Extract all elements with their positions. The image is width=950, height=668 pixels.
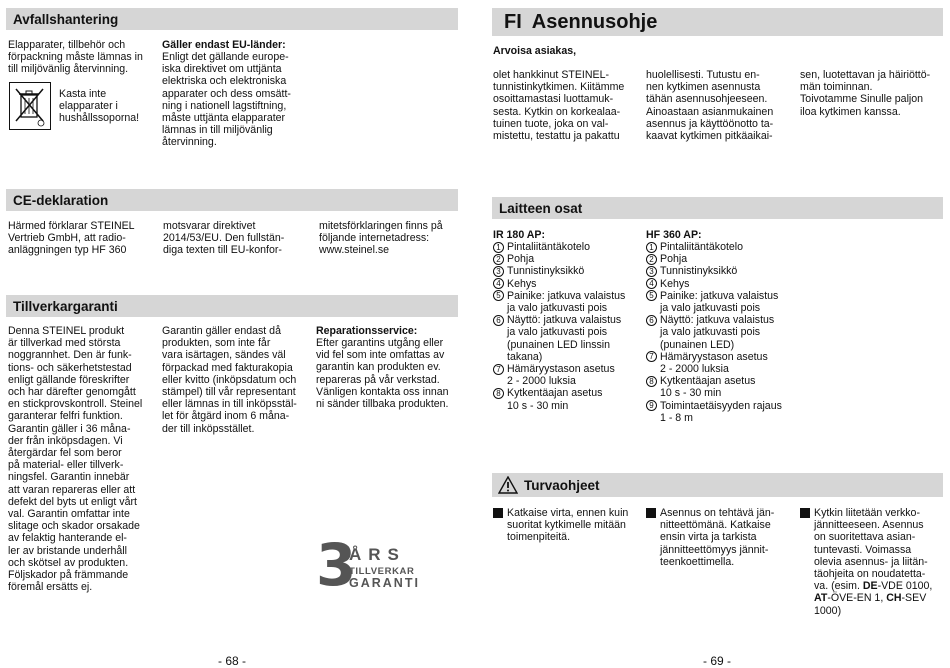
part-item: [646, 290, 806, 314]
circled-number-icon: 9: [646, 400, 657, 411]
circled-number-icon: 3: [493, 266, 504, 277]
eu-only-text: Enligt det gällande europe- iska direktivet om uttjänta elektriska och elektroniska apparater och dess omsätt- ning i nationell lagstiftning, måste uttjänta elapparater lämnas in till miljövänlig återvinning.: [162, 51, 291, 149]
garanti-col1: Denna STEINEL produkt är tillverkad med största noggrannhet. Den är funk- tions- och säkerhetstestad enligt gällande föreskrifter och har därefter genomgått en stickprovskontroll. Steinel garanterar felfri funktion. Garantin gäller i 36 måna- der från inköpsdagen. Vi återgärdar fel som beror på material- eller tillverk- ningsfel. Garantin innebär att varan repareras eller att defekt del byts ut enligt vårt val. Garantin omfattar inte slitage och skador orsakade av felaktig hanterande el- ler av bristande underhåll och skötsel av produkten. Följskador på främmande föremål ersätts ej.: [8, 325, 143, 594]
safety-item-3-text-a: Kytkin liitetään verkko- jännitteeseen. Asennus on suoritettava asian- tuntevasti. Voimassa olevia asennus- ja liitän- täohjeita on noudatetta- va. (esim.: [814, 507, 928, 593]
hf-360-parts-list: [646, 241, 806, 424]
safety-item-1: Katkaise virta, ennen kuin suoritat kytkimelle mitään toimenpiteitä.: [507, 507, 629, 544]
part-label: Hämäryystason asetus 2 - 2000 luksia: [660, 350, 768, 376]
section-heading-avfallshantering: Avfallshantering: [6, 8, 458, 30]
page-number-right: - 69 -: [703, 654, 732, 668]
hf-360-title: HF 360 AP:: [646, 229, 702, 241]
garanti-col2: Garantin gäller endast då produkten, som inte får vara isärtagen, sändes väl förpackad med fakturakopia eller kvitto (inköpsdatum och stämpel) till vår representant eller lämnas in till inköpsstäl- let för åtgärd inom 6 måna- der till inköpsstället.: [162, 325, 297, 435]
safety-item-3-text-b: -VDE 0100,: [877, 580, 933, 593]
circled-number-icon: 6: [493, 315, 504, 326]
section-heading-laitteen-osat: Laitteen osat: [492, 197, 943, 219]
page-number-left: - 68 -: [218, 654, 247, 668]
safety-item-3-text-c: -ÖVE-EN 1,: [827, 592, 887, 605]
part-label: Pintaliitäntäkotelo: [660, 241, 744, 253]
part-label: Näyttö: jatkuva valaistus ja valo jatkuvasti pois (punainen LED): [660, 314, 775, 351]
intro-col3: sen, luotettavan ja häiriöttö- män toiminnan. Toivotamme Sinulle paljon iloa kytkimen kanssa.: [800, 69, 931, 118]
country-de: DE: [862, 580, 878, 593]
part-item: [493, 314, 645, 363]
part-item: [646, 278, 806, 290]
part-label: Kehys: [660, 277, 690, 290]
bin-note: Kasta inte elapparater i hushållssoporna!: [59, 88, 140, 125]
part-item: [493, 290, 645, 314]
bullet-square-icon: [493, 508, 503, 518]
circled-number-icon: 4: [646, 278, 657, 289]
part-item: [646, 375, 806, 399]
warranty-badge: [316, 531, 420, 599]
warranty-badge-ars: ÅRS: [349, 545, 406, 564]
safety-item-3-text-d: -SEV 1000): [814, 592, 927, 617]
circled-number-icon: 3: [646, 266, 657, 277]
circled-number-icon: 7: [646, 351, 657, 362]
circled-number-icon: 4: [493, 278, 504, 289]
repair-service-title: Reparationsservice:: [316, 325, 418, 337]
part-label: Painike: jatkuva valaistus ja valo jatkuvasti pois: [507, 289, 626, 315]
bullet-square-icon: [800, 508, 810, 518]
circled-number-icon: 8: [493, 388, 504, 399]
part-item: [646, 253, 806, 265]
warranty-badge-garanti: GARANTI: [349, 576, 420, 590]
country-at: AT: [814, 592, 828, 605]
part-label: Pohja: [507, 253, 535, 266]
part-item: [646, 351, 806, 375]
avfall-text: Elapparater, tillbehör och förpackning måste lämnas in till miljövänlig återvinning.: [8, 39, 143, 76]
repair-service-text: Efter garantins utgång eller vid fel som inte omfattas av garantin kan produkten ev. repareras på vår verkstad. Vänligen kontakta oss innan ni sänder tillbaka produkten.: [316, 337, 449, 411]
part-label: Pintaliitäntäkotelo: [507, 241, 591, 253]
circled-number-icon: 7: [493, 364, 504, 375]
part-label: Pohja: [660, 253, 688, 266]
circled-number-icon: 2: [646, 254, 657, 265]
part-item: [646, 400, 806, 424]
section-heading-turvaohjeet: [492, 473, 943, 497]
safety-item-2: Asennus on tehtävä jän- nitteettömänä. Katkaise ensin virta ja tarkista jännitteettömyys jännit- teenkoettimella.: [660, 507, 775, 568]
circled-number-icon: 6: [646, 315, 657, 326]
part-item: [493, 387, 645, 411]
part-item: [493, 265, 645, 277]
part-label: Painike: jatkuva valaistus ja valo jatkuvasti pois: [660, 289, 779, 315]
circled-number-icon: 1: [493, 242, 504, 253]
intro-col2: huolellisesti. Tutustu en- nen kytkimen asennusta tähän asennusohjeeseen. Ainoastaan asianmukainen asennus ja käyttöönotto ta- kaavat kytkimen pitkäaikai-: [646, 69, 774, 143]
title-text: Asennusohje: [531, 10, 658, 33]
circled-number-icon: 2: [493, 254, 504, 265]
crossed-out-bin-icon: [9, 82, 51, 130]
part-item: [493, 253, 645, 265]
greeting: Arvoisa asiakas,: [493, 45, 577, 57]
part-item: [646, 265, 806, 277]
ir-180-parts-list: [493, 241, 645, 412]
circled-number-icon: 5: [493, 290, 504, 301]
part-item: [646, 314, 806, 351]
country-ch: CH: [886, 592, 902, 605]
part-label: Kehys: [507, 277, 537, 290]
part-label: Kytkentäajan asetus 10 s - 30 min: [660, 375, 756, 400]
part-label: Tunnistinyksikkö: [507, 265, 585, 278]
ce-col1: Härmed förklarar STEINEL Vertrieb GmbH, att radio- anläggningen typ HF 360: [8, 220, 135, 257]
section-heading-tillverkargaranti: Tillverkargaranti: [6, 295, 458, 317]
part-label: Näyttö: jatkuva valaistus ja valo jatkuvasti pois (punainen LED linssin takana): [507, 314, 622, 363]
ce-col2: motsvarar direktivet 2014/53/EU. Den fullstän- diga texten till EU-konfor-: [163, 220, 285, 257]
bullet-square-icon: [646, 508, 656, 518]
circled-number-icon: 5: [646, 290, 657, 301]
circled-number-icon: 1: [646, 242, 657, 253]
part-label: Kytkentäajan asetus 10 s - 30 min: [507, 387, 603, 412]
eu-only-title: Gäller endast EU-länder:: [162, 39, 286, 51]
turvaohjeet-heading-text: Turvaohjeet: [524, 477, 600, 493]
intro-col1: olet hankkinut STEINEL- tunnistinkytkimen. Kiitämme osoittamastasi luottamuk- sesta. Kytkin on korkealaa- tuinen tuote, joka on val- mistettu, testattu ja pakattu: [493, 69, 625, 143]
section-heading-ce: CE-deklaration: [6, 189, 458, 211]
warranty-badge-tillverkar: TILLVERKAR: [349, 566, 415, 577]
part-item: [646, 241, 806, 253]
ce-col3: mitetsförklaringen finns på följande internetadress: www.steinel.se: [319, 220, 443, 257]
part-item: [493, 241, 645, 253]
page-title: [492, 8, 943, 36]
part-label: Tunnistinyksikkö: [660, 265, 738, 278]
circled-number-icon: 8: [646, 376, 657, 387]
warranty-badge-number: 3: [316, 531, 355, 599]
ir-180-title: IR 180 AP:: [493, 229, 546, 241]
warning-triangle-icon: [498, 476, 518, 494]
title-language-code: FI: [504, 10, 522, 33]
part-label: Toimintaetäisyyden rajaus 1 - 8 m: [660, 399, 782, 424]
part-item: [493, 278, 645, 290]
part-item: [493, 363, 645, 387]
part-label: Hämäryystason asetus 2 - 2000 luksia: [507, 363, 615, 388]
safety-item-3: [814, 507, 950, 617]
